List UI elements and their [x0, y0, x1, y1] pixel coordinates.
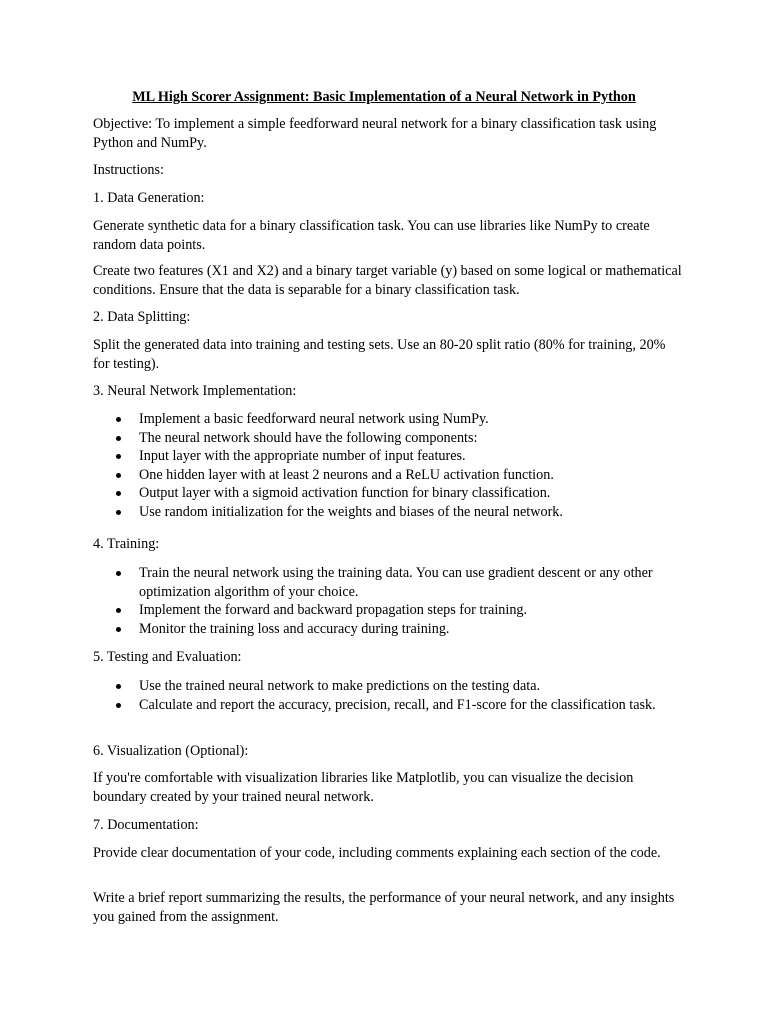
section-5-heading: 5. Testing and Evaluation: [93, 649, 242, 665]
section-3-list [93, 410, 683, 522]
list-item-text: Use random initialization for the weights and biases of the neural network. [139, 503, 563, 520]
document-title: ML High Scorer Assignment: Basic Implementation of a Neural Network in Python [132, 89, 636, 105]
section-6-paragraph-1: If you're comfortable with visualization libraries like Matplotlib, you can visualize the decision boundary created by your trained neural network. [93, 770, 634, 805]
list-item [93, 447, 683, 466]
list-item [93, 620, 683, 639]
list-item-text: Use the trained neural network to make predictions on the testing data. [139, 678, 541, 694]
list-item-text: Implement the forward and backward propagation steps for training. [139, 602, 528, 619]
list-item [93, 696, 683, 715]
list-item [93, 677, 683, 696]
section-7-paragraph-1: Provide clear documentation of your code, including comments explaining each section of the code. [93, 845, 661, 861]
bullet-icon [116, 627, 121, 632]
list-item-text: Train the neural network using the training data. You can use gradient descent or any other optimization algorithm of your choice. [139, 565, 653, 600]
list-item-text: Monitor the training loss and accuracy during training. [139, 620, 450, 637]
list-item-text: Input layer with the appropriate number of input features. [139, 448, 466, 465]
section-3-heading: 3. Neural Network Implementation: [93, 383, 297, 399]
list-item-text: The neural network should have the following components: [139, 429, 478, 446]
section-7-paragraph-2: Write a brief report summarizing the results, the performance of your neural network, and any insights you gained from the assignment. [93, 890, 675, 925]
bullet-icon [116, 510, 121, 515]
list-item-text: Calculate and report the accuracy, precision, recall, and F1-score for the classification task. [139, 696, 656, 713]
section-6-heading: 6. Visualization (Optional): [93, 743, 249, 759]
bullet-icon [116, 436, 121, 441]
bullet-icon [116, 684, 121, 689]
section-5-list [93, 677, 683, 714]
section-1-paragraph-2: Create two features (X1 and X2) and a binary target variable (y) based on some logical or mathematical conditions. Ensure that the data is separable for a binary classification task. [93, 263, 682, 298]
section-2-heading: 2. Data Splitting: [93, 309, 191, 325]
bullet-icon [116, 454, 121, 459]
bullet-icon [116, 417, 121, 422]
objective-paragraph: Objective: To implement a simple feedforward neural network for a binary classification task using Python and NumPy. [93, 116, 657, 151]
list-item [93, 503, 683, 522]
list-item [93, 429, 683, 448]
list-item [93, 410, 683, 429]
section-1-heading: 1. Data Generation: [93, 190, 205, 206]
list-item [93, 466, 683, 485]
list-item [93, 484, 683, 503]
bullet-icon [116, 571, 121, 576]
bullet-icon [116, 473, 121, 478]
section-2-paragraph-1: Split the generated data into training and testing sets. Use an 80-20 split ratio (80% for training, 20% for testing). [93, 337, 666, 372]
section-4-heading: 4. Training: [93, 536, 160, 552]
list-item [93, 601, 683, 620]
bullet-icon [116, 703, 121, 708]
bullet-icon [116, 608, 121, 613]
list-item-text: Output layer with a sigmoid activation function for binary classification. [139, 485, 551, 502]
bullet-icon [116, 491, 121, 496]
list-item-text: One hidden layer with at least 2 neurons and a ReLU activation function. [139, 466, 554, 483]
section-4-list [93, 564, 683, 638]
list-item-text: Implement a basic feedforward neural network using NumPy. [139, 411, 489, 427]
section-1-paragraph-1: Generate synthetic data for a binary classification task. You can use libraries like NumPy to create random data points. [93, 218, 650, 253]
list-item [93, 564, 683, 601]
instructions-label: Instructions: [93, 162, 164, 178]
section-7-heading: 7. Documentation: [93, 817, 199, 833]
